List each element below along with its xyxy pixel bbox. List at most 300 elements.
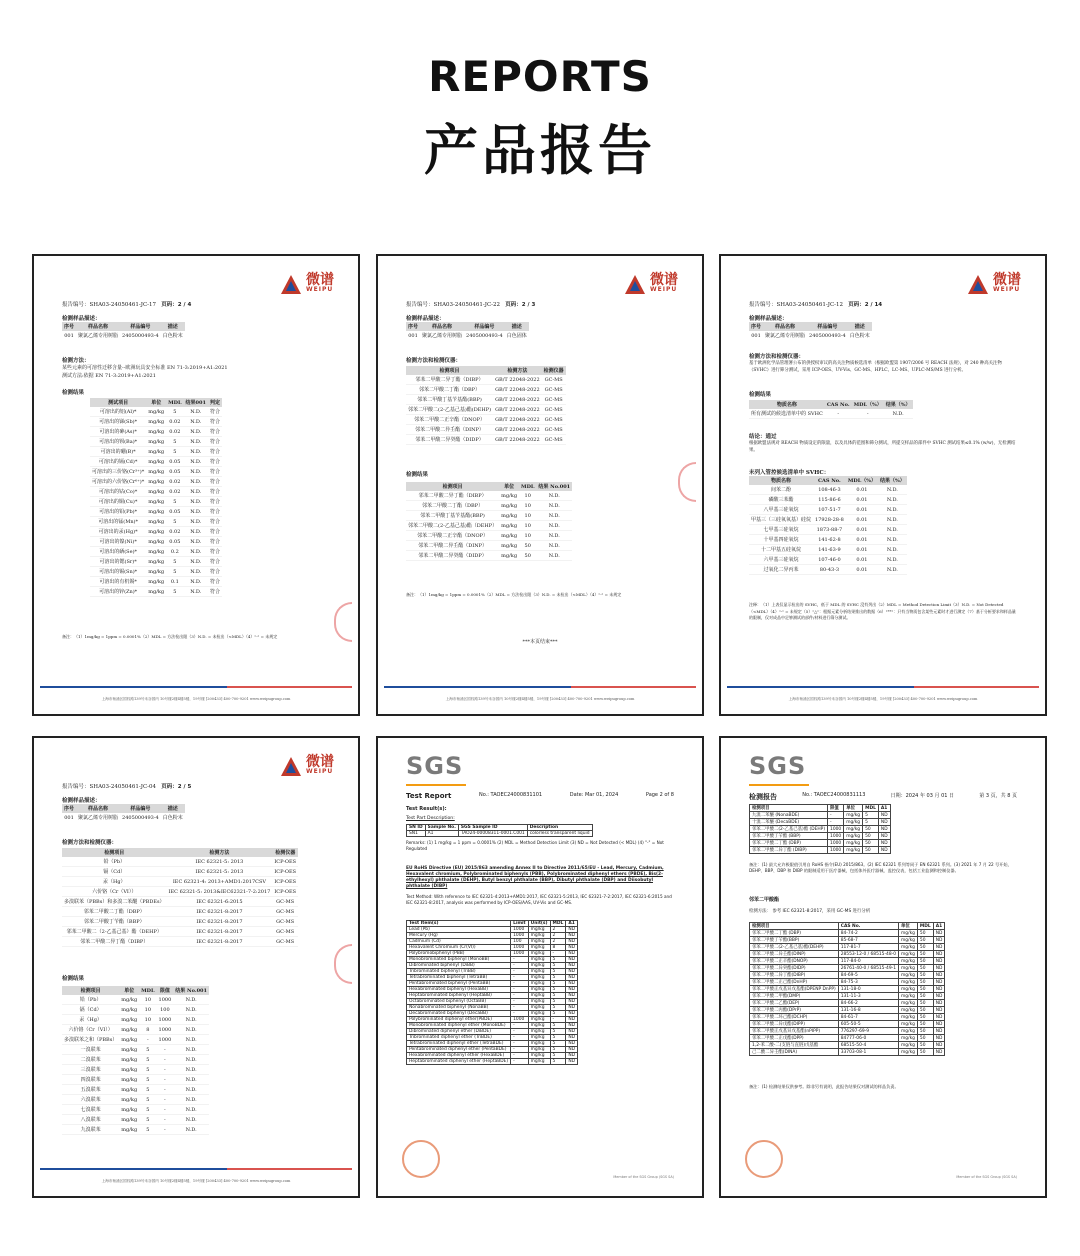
column-header: MDL（%） — [853, 402, 882, 408]
table-cell: - — [511, 1029, 528, 1035]
table-cell: 邻苯二甲酸丁基苄基酯(BBP) — [406, 511, 499, 521]
column-header: Unit(s) — [528, 921, 550, 927]
table-cell: IEC 62321-5: 2013 — [167, 867, 273, 877]
method-table — [62, 848, 298, 947]
table-cell: 8 — [550, 945, 566, 951]
table-cell: Pentabrominated diphenyl ether (PentaBDE) — [407, 1047, 511, 1053]
table-cell: mg/kg — [121, 1116, 138, 1123]
table-cell: 84-69-5 — [838, 972, 898, 979]
table-row — [749, 545, 907, 555]
table-cell: mg/kg — [501, 542, 518, 549]
table-cell: GB/T 22048-2022 — [495, 436, 540, 443]
table-cell: 50 — [519, 551, 536, 561]
table-cell: 四溴联苯 — [62, 1075, 119, 1085]
table-row — [750, 1042, 945, 1049]
table-cell: 117-81-7 — [838, 944, 898, 951]
table-cell: mg/kg — [528, 1023, 550, 1029]
table-cell: - — [157, 1125, 174, 1135]
table-cell: 邻苯二甲酸丁苄酯（BBP） — [62, 917, 167, 927]
table-cell: IEC 62321-8:2017 — [167, 927, 273, 937]
table-cell: 符合 — [208, 547, 222, 557]
table-cell: 十溴二苯醚 (DecaBDE) — [750, 819, 828, 826]
table-cell: 5 — [139, 1085, 156, 1095]
table-row — [407, 1059, 578, 1065]
table-cell: mg/kg — [844, 812, 863, 819]
table-cell: mg/kg — [121, 1106, 138, 1113]
table-cell: N.D. — [878, 545, 907, 555]
table-cell: 邻苯二甲酸丁苄酯 (BBP) — [750, 833, 828, 840]
table-row — [407, 831, 593, 837]
table-cell: 28553-12-0 / 68515-48-0 — [838, 951, 898, 958]
table-cell: mg/kg — [528, 951, 550, 957]
notes: 备注：（1）1mg/kg = 1ppm = 0.0001%（2）MDL = 方法检出限（3）N.D. = 未检出（<MDL）（4）"-" = 未规定 — [406, 592, 622, 597]
table-cell: 50 — [917, 1014, 933, 1021]
table-cell: Nonabrominated biphenyl (NonaBB) — [407, 1005, 511, 1011]
table-cell: IEC 62321-4: 2013+AMD1:2017CSV — [167, 877, 273, 887]
table-cell: 1000 — [828, 833, 844, 840]
sgs-logo: SGS — [406, 752, 464, 780]
table-cell: mg/kg — [148, 518, 165, 525]
table-cell: ND — [933, 972, 945, 979]
report-card-5[interactable] — [376, 736, 704, 1198]
table-cell: N.D. — [173, 995, 209, 1005]
table-cell: - — [511, 993, 528, 999]
table-cell: TAO24-00008311-0001.C001 — [458, 831, 527, 837]
table-cell: 0.05 — [166, 467, 183, 477]
table-cell: ND — [933, 1000, 945, 1007]
table-cell: mg/kg — [899, 993, 918, 1000]
column-header: 单位 — [899, 923, 918, 930]
table-cell: 8 — [139, 1025, 156, 1035]
table-cell: 邻苯二甲酸二异壬酯（DINP） — [406, 425, 493, 435]
table-cell: N.D. — [173, 1085, 209, 1095]
table-cell: ND — [566, 939, 578, 945]
table-cell: Heptabrominated diphenyl ether (HeptaBDE) — [407, 1059, 511, 1065]
table-row — [62, 877, 298, 887]
table-cell: 五溴联苯 — [62, 1085, 119, 1095]
table-cell: Mercury (Hg) — [407, 933, 511, 939]
table-cell: 1000 — [828, 847, 844, 854]
table-cell: 50 — [917, 1021, 933, 1028]
table-cell: 邻苯二甲酸二正己酯(DnHP) — [750, 979, 839, 986]
table-cell: SN1 — [407, 831, 426, 837]
footer-text: 上海市杨浦区国权路139号禾谷园内 10号楼2楼4楼5楼，19号楼 [200433] 400-700-9201 www.weipugroup.com — [101, 697, 291, 701]
table-row — [750, 1007, 945, 1014]
method-label: 检测方法和检测仪器： — [406, 358, 462, 364]
report-card-1[interactable] — [32, 254, 360, 716]
table-cell: 邻苯二甲酸二丁酯（DBP） — [62, 907, 167, 917]
table-cell: ND — [566, 927, 578, 933]
table-row — [62, 917, 298, 927]
table-cell: 0.02 — [166, 487, 183, 497]
table-row — [62, 1035, 209, 1045]
table-cell: 邻苯二甲酸二(2-乙基己基)酯(DEHP) — [750, 944, 839, 951]
table-cell: mg/kg — [899, 1021, 918, 1028]
table-cell: - — [852, 409, 884, 419]
part-label: Test Part Description: — [406, 816, 455, 821]
table-cell: 1000 — [828, 840, 844, 847]
table-cell: ND — [566, 999, 578, 1005]
report-card-6[interactable] — [719, 736, 1047, 1198]
table-cell: Monobrominated biphenyl (MonoBB) — [407, 957, 511, 963]
table-cell: mg/kg — [148, 588, 165, 595]
table-cell: mg/kg — [899, 1000, 918, 1007]
table-cell: 符合 — [208, 417, 222, 427]
table-cell: N.D. — [878, 515, 907, 525]
sgs-logo-underline — [749, 784, 809, 786]
sample-label: 检测样品描述： — [62, 316, 101, 322]
sample-table: 序号 样品名称 样品编号 描述 001 聚氯乙烯专用树脂 2405000493-4 白色粉末 — [64, 324, 183, 339]
table-cell: 八甲基三硅氧烷 — [749, 505, 813, 515]
table-cell: N.D. — [184, 557, 208, 567]
table-cell: 50 — [917, 1042, 933, 1049]
table-cell: GB/T 22048-2022 — [495, 386, 540, 393]
table-cell: 5 — [166, 557, 183, 567]
table-row — [406, 395, 566, 405]
column-header: CAS No. — [838, 923, 898, 930]
table-cell: 5 — [139, 1075, 156, 1085]
table-cell: 5 — [863, 819, 879, 826]
report-card-2[interactable] — [376, 254, 704, 716]
table-cell: mg/kg — [899, 1035, 918, 1042]
table-cell: N.D. — [173, 1015, 209, 1025]
column-header: 单位 — [119, 986, 139, 995]
table-cell: 5 — [550, 1047, 566, 1053]
stamp-mark — [334, 944, 352, 984]
column-header: Sample No. — [425, 825, 458, 831]
table-cell: ND — [878, 826, 890, 833]
sgs-seal — [402, 1140, 440, 1178]
table-row — [406, 501, 572, 511]
table-cell: N.D. — [184, 447, 208, 457]
table-cell: 铅（Pb） — [62, 857, 167, 867]
weipu-logo-icon — [967, 274, 989, 296]
table-cell: 可溶出的锰(Mn)* — [90, 517, 146, 527]
table-cell: - — [157, 1075, 174, 1085]
table-cell: mg/kg — [844, 840, 863, 847]
table-cell: 776297-69-9 — [838, 1028, 898, 1035]
table-row — [406, 551, 572, 561]
table-cell: mg/kg — [121, 1046, 138, 1053]
table-cell: mg/kg — [528, 1029, 550, 1035]
column-header: Description — [527, 825, 592, 831]
table-cell: mg/kg — [528, 945, 550, 951]
table-row — [406, 521, 572, 531]
table-cell: 84-75-3 — [838, 979, 898, 986]
table-row — [90, 587, 222, 597]
table-row — [406, 491, 572, 501]
table-cell: 2 — [550, 939, 566, 945]
member-text: Member of the SGS Group (SGS SA) — [956, 1175, 1017, 1179]
table-cell: 1000 — [511, 927, 528, 933]
table-row — [750, 937, 945, 944]
table-cell: ICP-OES — [274, 888, 297, 895]
table-cell: mg/kg — [899, 944, 918, 951]
table-cell: GB/T 22048-2022 — [495, 396, 540, 403]
table-cell: 85-68-7 — [838, 937, 898, 944]
footer-line — [384, 686, 696, 688]
table-cell: mg/kg — [899, 930, 918, 937]
table-cell: 84-66-2 — [838, 1000, 898, 1007]
table-cell: 50 — [863, 840, 879, 847]
column-header: 单位 — [499, 482, 519, 491]
table-cell: 可溶出的铝(Al)* — [90, 407, 146, 417]
table-cell: N.D. — [173, 1025, 209, 1035]
table-cell: ND — [566, 1041, 578, 1047]
table-row — [62, 1005, 209, 1015]
table-cell: ND — [566, 993, 578, 999]
table-cell: 50 — [917, 986, 933, 993]
table-row — [90, 527, 222, 537]
result-table — [749, 804, 891, 854]
table-cell: N.D. — [184, 577, 208, 587]
table-cell: 邻苯二甲酸二丁酯（DBP） — [406, 385, 493, 395]
table-row — [90, 467, 222, 477]
table-cell: mg/kg — [148, 478, 165, 485]
table-cell: 十甲基四硅氧烷 — [749, 535, 813, 545]
table-row — [749, 505, 907, 515]
table-cell: 5 — [139, 1115, 156, 1125]
column-header: 检测仪器 — [543, 368, 564, 374]
table-cell: Hexabrominated diphenyl ether (HexaBDE) — [407, 1053, 511, 1059]
table-cell: mg/kg — [528, 1047, 550, 1053]
table-cell: 50 — [917, 979, 933, 986]
table-cell: 符合 — [208, 467, 222, 477]
column-header: MDL — [550, 921, 566, 927]
table-cell: GB/T 22048-2022 — [495, 376, 540, 383]
table-cell: 符合 — [208, 487, 222, 497]
table-row — [749, 525, 907, 535]
column-header: A1 — [878, 805, 890, 812]
table-row — [406, 541, 572, 551]
table-cell: 符合 — [208, 567, 222, 577]
table-cell: N.D. — [184, 567, 208, 577]
table-cell: mg/kg — [899, 1007, 918, 1014]
sgs-logo: SGS — [749, 752, 807, 780]
table-cell: ND — [933, 1021, 945, 1028]
table-cell: ND — [933, 951, 945, 958]
report-card-4[interactable] — [32, 736, 360, 1198]
sample-label: 检测样品描述： — [62, 798, 101, 804]
table-cell: 5 — [166, 497, 183, 507]
table-cell: 0.2 — [166, 547, 183, 557]
sample-label: 检测样品描述： — [749, 316, 788, 322]
table-cell: mg/kg — [148, 428, 165, 435]
table-cell: mg/kg — [528, 939, 550, 945]
table-cell: mg/kg — [121, 1066, 138, 1073]
table-cell: 1000 — [158, 1036, 172, 1043]
column-header: 检测项目 — [750, 923, 839, 930]
table-cell: 符合 — [208, 427, 222, 437]
sgs-logo-underline — [406, 784, 466, 786]
table-cell: 50 — [863, 847, 879, 854]
page-end: ***本页结束*** — [522, 639, 558, 645]
table-row — [62, 1015, 209, 1025]
table-row — [750, 958, 945, 965]
table-cell: Monobrominated diphenyl ether (MonoBDE) — [407, 1023, 511, 1029]
table-cell: 17928-28-8 — [815, 516, 844, 523]
table-cell: 5 — [550, 1011, 566, 1017]
table-cell: mg/kg — [121, 1016, 138, 1023]
table-cell: GC-MS — [542, 415, 566, 425]
table-cell: mg/kg — [148, 498, 165, 505]
table-cell: 邻苯二甲酸二异戊酯(DIPP) — [750, 1021, 839, 1028]
table-cell: 邻苯二甲酸二异丁酯(DIBP) — [750, 972, 839, 979]
table-cell: 可溶出的汞(Hg)* — [90, 527, 146, 537]
table-cell: N.D. — [173, 1005, 209, 1015]
table-cell: GC-MS — [272, 927, 298, 937]
table-cell: 邻苯二甲酸正戊基异戊基酯(DPENP DnPP) — [750, 986, 839, 993]
table-cell: N.D. — [184, 457, 208, 467]
table-cell: Tetrabrominated diphenyl ether (TetraBDE) — [407, 1041, 511, 1047]
table-row — [90, 547, 222, 557]
table-cell: N.D. — [173, 1115, 209, 1125]
table-cell: 邻苯二甲酸二异癸酯(DIDP) — [750, 965, 839, 972]
table-cell: 可溶出的锡(Sn)* — [90, 567, 146, 577]
table-cell: N.D. — [184, 437, 208, 447]
table-cell: mg/kg — [844, 833, 863, 840]
table-cell: - — [511, 963, 528, 969]
table-cell: 5 — [550, 1053, 566, 1059]
table-cell: 可溶出的锌(Zn)* — [90, 587, 146, 597]
table-cell: - — [511, 1041, 528, 1047]
table-cell: 邻苯二甲酸二乙酯(DEP) — [750, 1000, 839, 1007]
list-label: 未列入管控候选清单中 SVHC： — [749, 470, 830, 476]
table-cell: N.D. — [184, 537, 208, 547]
column-header: 单位 — [844, 805, 863, 812]
table-cell: 0.01 — [846, 505, 878, 515]
table-cell: ND — [933, 930, 945, 937]
table-cell: ND — [566, 1053, 578, 1059]
table-cell: 5 — [139, 1065, 156, 1075]
method-text: 基于欧洲化学品管理署公布的供授权审议的高关注物质候选清单（根据欧盟第 1907/2006 号 REACH 法规），对 240 种高关注物（SVHC）进行筛分测试，采用 ICP-OES、UV-Vis、GC-MS、HPLC、LC-MS、UPLC-MS/MS 进行分析。 — [749, 361, 1002, 373]
table-cell: 131-18-0 — [838, 986, 898, 993]
table-cell: GC-MS — [272, 897, 298, 907]
table-cell: 邻苯二甲酸二异丁酯（DIBP） — [406, 491, 499, 501]
table-cell: 2 — [550, 933, 566, 939]
table-cell: ICP-OES — [274, 868, 297, 875]
table-cell: 131-16-8 — [838, 1007, 898, 1014]
table-cell: 10 — [139, 1005, 156, 1015]
table-cell: mg/kg — [844, 819, 863, 826]
table-cell: N.D. — [878, 565, 907, 575]
table-cell: 5 — [550, 1059, 566, 1065]
table-cell: ND — [933, 1035, 945, 1042]
table-cell: 0.05 — [166, 537, 183, 547]
table-cell: 0.01 — [846, 525, 878, 535]
table-cell: 5 — [550, 999, 566, 1005]
table-cell: 邻苯二甲酸二丁酯（DBP） — [406, 501, 499, 511]
table-cell: 邻苯二甲酸二正辛酯（DNOP） — [406, 531, 499, 541]
report-card-3[interactable] — [719, 254, 1047, 716]
table-row — [90, 407, 222, 417]
table-cell: 100 — [157, 1005, 174, 1015]
table-cell: 10 — [519, 511, 536, 521]
table-cell: mg/kg — [899, 937, 918, 944]
column-header: MDL — [863, 805, 879, 812]
table-cell: 六溴联苯 — [62, 1095, 119, 1105]
table-cell: ICP-OES — [274, 878, 297, 885]
table-cell: 141-63-9 — [813, 545, 846, 555]
table-cell: 九溴二苯醚 (NonaBDE) — [750, 812, 828, 819]
table-cell: N.D. — [878, 495, 907, 505]
table-cell: A1 — [425, 831, 458, 837]
column-header: CAS No. — [826, 401, 850, 408]
table-cell: mg/kg — [148, 578, 165, 585]
table-cell: 邻苯二甲酸二环己酯(DCHP) — [750, 1014, 839, 1021]
sample-table: 序号 样品名称 样品编号 描述 001 聚氯乙烯专用树脂 2405000493-4 白色固体 — [408, 324, 527, 339]
table-cell: mg/kg — [899, 958, 918, 965]
footer-line — [40, 686, 352, 688]
table-row — [62, 1085, 209, 1095]
table-cell: 68515-50-4 — [838, 1042, 898, 1049]
table-cell: 邻苯二甲酸二正辛酯(DNOP) — [750, 958, 839, 965]
table-cell: 50 — [917, 1000, 933, 1007]
svhc-list-table — [749, 476, 907, 575]
result-table — [90, 398, 222, 597]
footer-line — [727, 686, 1039, 688]
table-cell: GB/T 22048-2022 — [495, 406, 540, 413]
column-header: 结果001 — [185, 400, 206, 406]
table-cell: mg/kg — [148, 438, 165, 445]
table-cell: 5 — [139, 1045, 156, 1055]
table-cell: 镉（Cd） — [62, 1005, 119, 1015]
table-cell: 六价铬（Cr（VI）） — [62, 1025, 119, 1035]
table-cell: 可溶出的锶(Sr)* — [90, 557, 146, 567]
table-cell: IEC 62321-8:2017 — [167, 937, 273, 947]
table-cell: 0.02 — [166, 477, 183, 487]
table-cell: mg/kg — [528, 933, 550, 939]
table-row — [62, 1115, 209, 1125]
table-cell: 10 — [519, 491, 536, 501]
table-cell: 间苯二酚 — [749, 485, 813, 495]
table-row — [62, 897, 298, 907]
table-row — [750, 840, 891, 847]
table-cell: 符合 — [208, 577, 222, 587]
method-text: 某些元素的可溶性迁移含量--欧洲玩具安全标准 EN 71-3:2019+A1:2021 测试方法:依据 EN 71-3:2019+A1:2021 — [62, 365, 228, 379]
table-row — [90, 517, 222, 527]
table-cell: 可溶出的三价铬(Cr³⁺)* — [90, 467, 146, 477]
table-cell: - — [511, 1053, 528, 1059]
table-cell: 邻苯二甲酸正戊基异戊基酯(nPIPP) — [750, 1028, 839, 1035]
table-cell: mg/kg — [148, 448, 165, 455]
table-cell: N.D. — [184, 417, 208, 427]
table-cell: mg/kg — [148, 528, 165, 535]
result-table — [62, 986, 209, 1135]
remarks-2: 备注：(1) 检测结果仅供参考。除非另有说明，此报告结果仅对测试的样品负责。 — [749, 1084, 899, 1089]
table-cell: 邻苯二甲酸二异丁酯（DIBP） — [406, 375, 493, 385]
notes: 注释：（1）上表仅显示检出的 SVHC，低于 MDL 的 SVHC 没有列出（2）MDL = Method Detection Limit（3）N.D. = Not Detected（<MDL）（4）"-" = 未规定（5）"△"：根据元素分析结果推出的数据（6）"**"：只有当物质包含某些元素时才进行测定（7）基于分析要求和样品量的限制，仅对成品中足够测试的部件/材料进行筛分测试。 — [749, 602, 1016, 620]
table-row — [750, 986, 945, 993]
table-cell: mg/kg — [121, 1126, 138, 1133]
column-header: 结果（%） — [885, 402, 911, 408]
column-header: 单位 — [146, 398, 166, 407]
table-cell: 1873-88-7 — [813, 525, 846, 535]
table-cell: 可溶出的钡(Ba)* — [90, 437, 146, 447]
table-cell: IEC 62321-8:2017 — [167, 907, 273, 917]
table-cell: 5 — [550, 963, 566, 969]
table-cell: 5 — [550, 969, 566, 975]
table-cell: - — [825, 409, 852, 419]
table-cell: mg/kg — [121, 1006, 138, 1013]
table-cell: ND — [933, 1042, 945, 1049]
column-header: 检测项目 — [406, 366, 493, 375]
table-cell: - — [157, 1055, 174, 1065]
report-number: 报告编号：SHA03-24050461-JC-22 页码：2 / 3 — [406, 302, 536, 308]
table-cell: 0.01 — [846, 515, 878, 525]
table-cell: 1,2-苯二酸-二(支链与直链)戊基酯 — [750, 1042, 839, 1049]
table-cell: 0.05 — [166, 507, 183, 517]
